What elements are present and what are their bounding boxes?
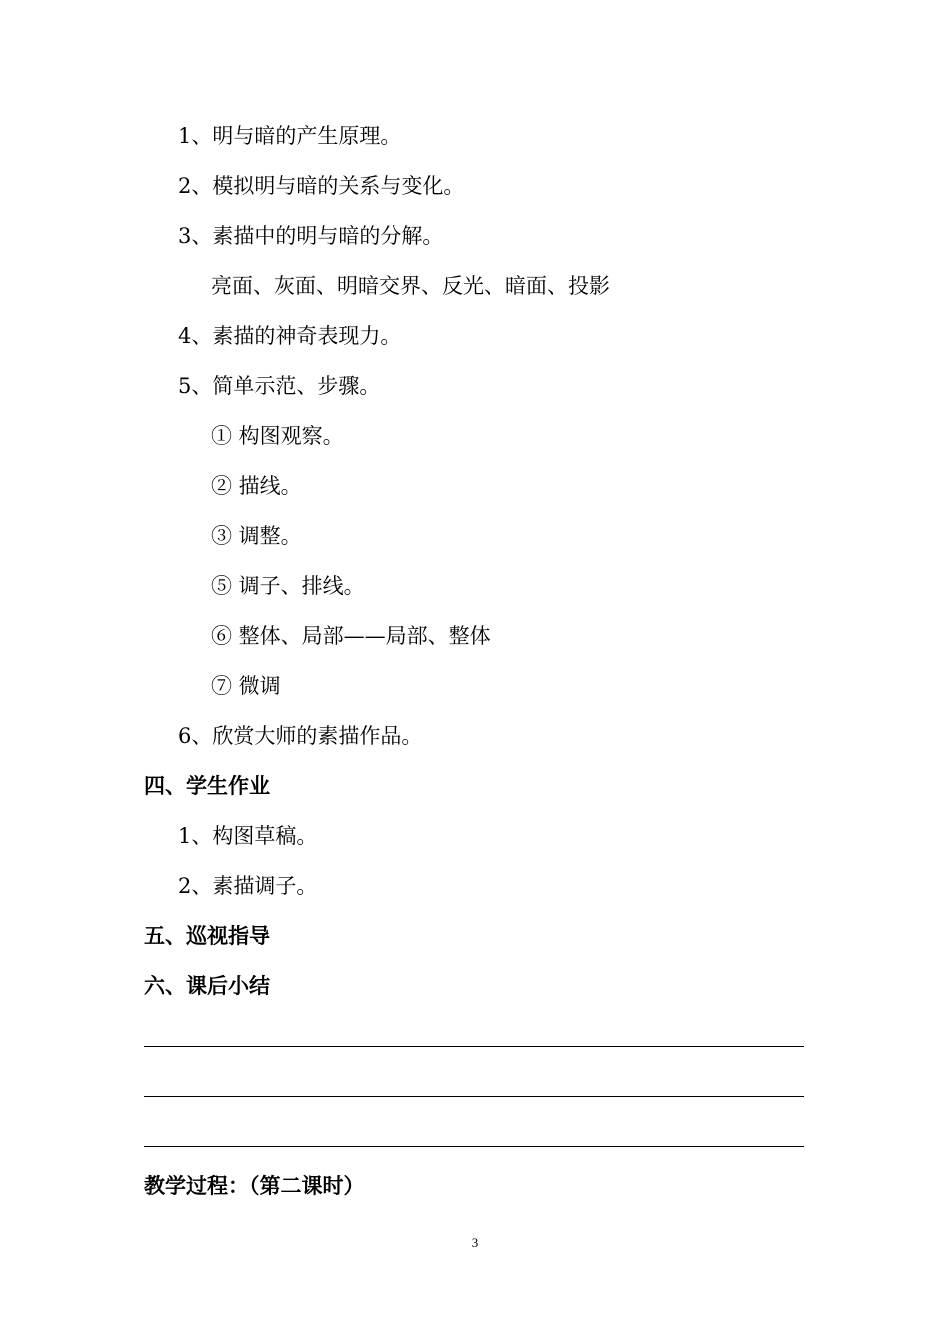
list-item: 6、欣赏大师的素描作品。 — [178, 724, 423, 748]
list-item: 4、素描的神奇表现力。 — [178, 324, 402, 348]
blank-line — [144, 1046, 804, 1047]
blank-line — [144, 1096, 804, 1097]
list-item: 2、素描调子。 — [178, 874, 318, 898]
section-heading-summary: 六、课后小结 — [144, 974, 270, 998]
step-item: ⑦ 微调 — [211, 674, 281, 698]
step-item: ② 描线。 — [211, 474, 302, 498]
section-heading-second-lesson: 教学过程：（第二课时） — [144, 1174, 365, 1198]
list-item: 1、明与暗的产生原理。 — [178, 124, 402, 148]
list-item-detail: 亮面、灰面、明暗交界、反光、暗面、投影 — [211, 274, 610, 298]
step-item: ⑤ 调子、排线。 — [211, 574, 365, 598]
list-item: 1、构图草稿。 — [178, 824, 318, 848]
list-item: 3、素描中的明与暗的分解。 — [178, 224, 444, 248]
list-item: 5、简单示范、步骤。 — [178, 374, 381, 398]
list-item: 2、模拟明与暗的关系与变化。 — [178, 174, 465, 198]
page-number: 3 — [471, 1235, 479, 1250]
step-item: ① 构图观察。 — [211, 424, 344, 448]
step-item: ⑥ 整体、局部——局部、整体 — [211, 624, 491, 648]
section-heading-homework: 四、学生作业 — [144, 774, 270, 798]
section-heading-guidance: 五、巡视指导 — [144, 924, 270, 948]
step-item: ③ 调整。 — [211, 524, 302, 548]
blank-line — [144, 1146, 804, 1147]
